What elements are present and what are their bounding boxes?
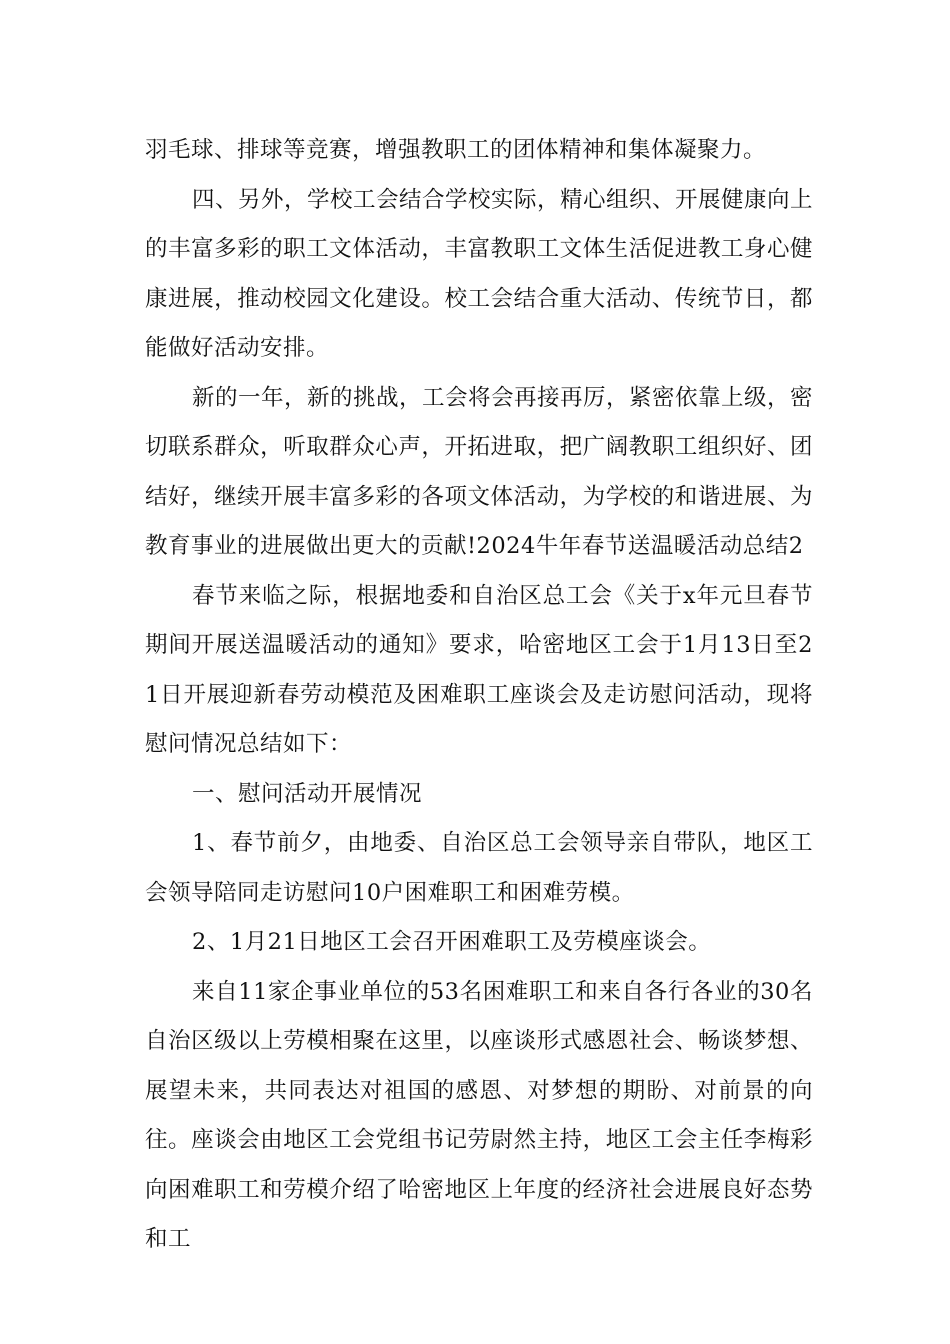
list-item-2: 2、1月21日地区工会召开困难职工及劳模座谈会。 [192,929,712,955]
paragraph-new-year: 新的一年，新的挑战，工会将会再接再厉，紧密依靠上级，密切联系群众，听取群众心声，开拓进取，把广阔教职工组织好、团结好，继续开展丰富多彩的各项文体活动，为学校的和谐进展、为教育事业的进展做出更大的贡献!2024牛年春节送温暖活动总结2 [145,384,814,559]
document-body [145,126,813,1265]
paragraph-spring-festival-intro: 春节来临之际，根据地委和自治区总工会《关于x年元旦春节期间开展送温暖活动的通知》要求，哈密地区工会于1月13日至21日开展迎新春劳动模范及困难职工座谈会及走访慰问活动，现将慰问情况总结如下： [145,582,813,757]
list-item-1: 1、春节前夕，由地委、自治区总工会领导亲自带队，地区工会领导陪同走访慰问10户困难职工和困难劳模。 [145,830,813,906]
paragraph-continuation: 羽毛球、排球等竞赛，增强教职工的团体精神和集体凝聚力。 [145,137,767,163]
paragraph-section-four: 四、另外，学校工会结合学校实际，精心组织、开展健康向上的丰富多彩的职工文体活动，丰富教职工文体生活促进教工身心健康进展，推动校园文化建设。校工会结合重大活动、传统节日，都能做好活动安排。 [145,186,814,361]
paragraph-symposium: 来自11家企事业单位的53名困难职工和来自各行各业的30名自治区级以上劳模相聚在这里，以座谈形式感恩社会、畅谈梦想、展望未来，共同表达对祖国的感恩、对梦想的期盼、对前景的向往。座谈会由地区工会党组书记劳尉然主持，地区工会主任李梅彩向困难职工和劳模介绍了哈密地区上年度的经济社会进展良好态势和工 [145,978,813,1252]
section-heading-activities: 一、慰问活动开展情况 [192,780,423,807]
